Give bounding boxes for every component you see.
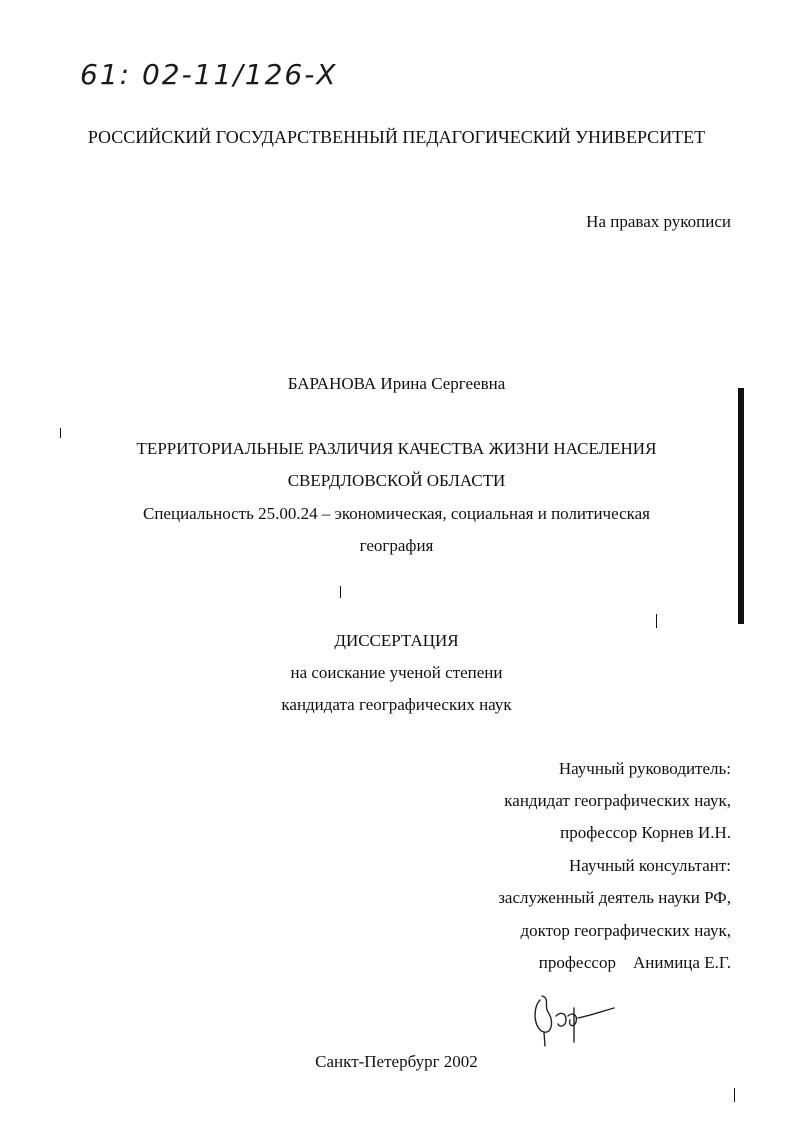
scan-speck [734,1088,735,1102]
scan-speck [60,428,61,438]
handwritten-signature [528,990,618,1050]
supervisor-line: доктор географических наук, [520,921,731,940]
scan-speck [340,586,341,598]
dissertation-heading: ДИССЕРТАЦИЯ [334,631,459,650]
university-name: РОССИЙСКИЙ ГОСУДАРСТВЕННЫЙ ПЕДАГОГИЧЕСКИЙ УНИВЕРСИТЕТ [87,127,706,147]
supervisor-line: заслуженный деятель науки РФ, [498,888,731,907]
scan-edge-mark [738,388,744,624]
supervisor-line: профессор Корнев И.Н. [560,823,731,842]
manuscript-rights-note: На правах рукописи [586,212,731,231]
archive-number-handwritten: 61: 02-11/126-Х [80,58,338,91]
supervisor-line: Научный консультант: [569,856,731,875]
supervisor-line: Научный руководитель: [558,759,731,778]
supervisor-line: кандидат географических наук, [504,791,731,810]
scan-speck [656,614,657,628]
title-line-2: СВЕРДЛОВСКОЙ ОБЛАСТИ [287,471,506,490]
author-name: БАРАНОВА Ирина Сергеевна [287,374,506,393]
dissertation-line-2: кандидата географических наук [281,695,512,714]
title-line-1: ТЕРРИТОРИАЛЬНЫЕ РАЗЛИЧИЯ КАЧЕСТВА ЖИЗНИ НАСЕЛЕНИЯ [136,439,657,458]
specialty-line-2: география [359,536,434,555]
supervisor-line: профессор Анимица Е.Г. [538,953,731,972]
city-year: Санкт-Петербург 2002 [315,1052,478,1071]
specialty-line-1: Специальность 25.00.24 – экономическая, социальная и политическая [142,504,650,523]
dissertation-line-1: на соискание ученой степени [290,663,503,682]
